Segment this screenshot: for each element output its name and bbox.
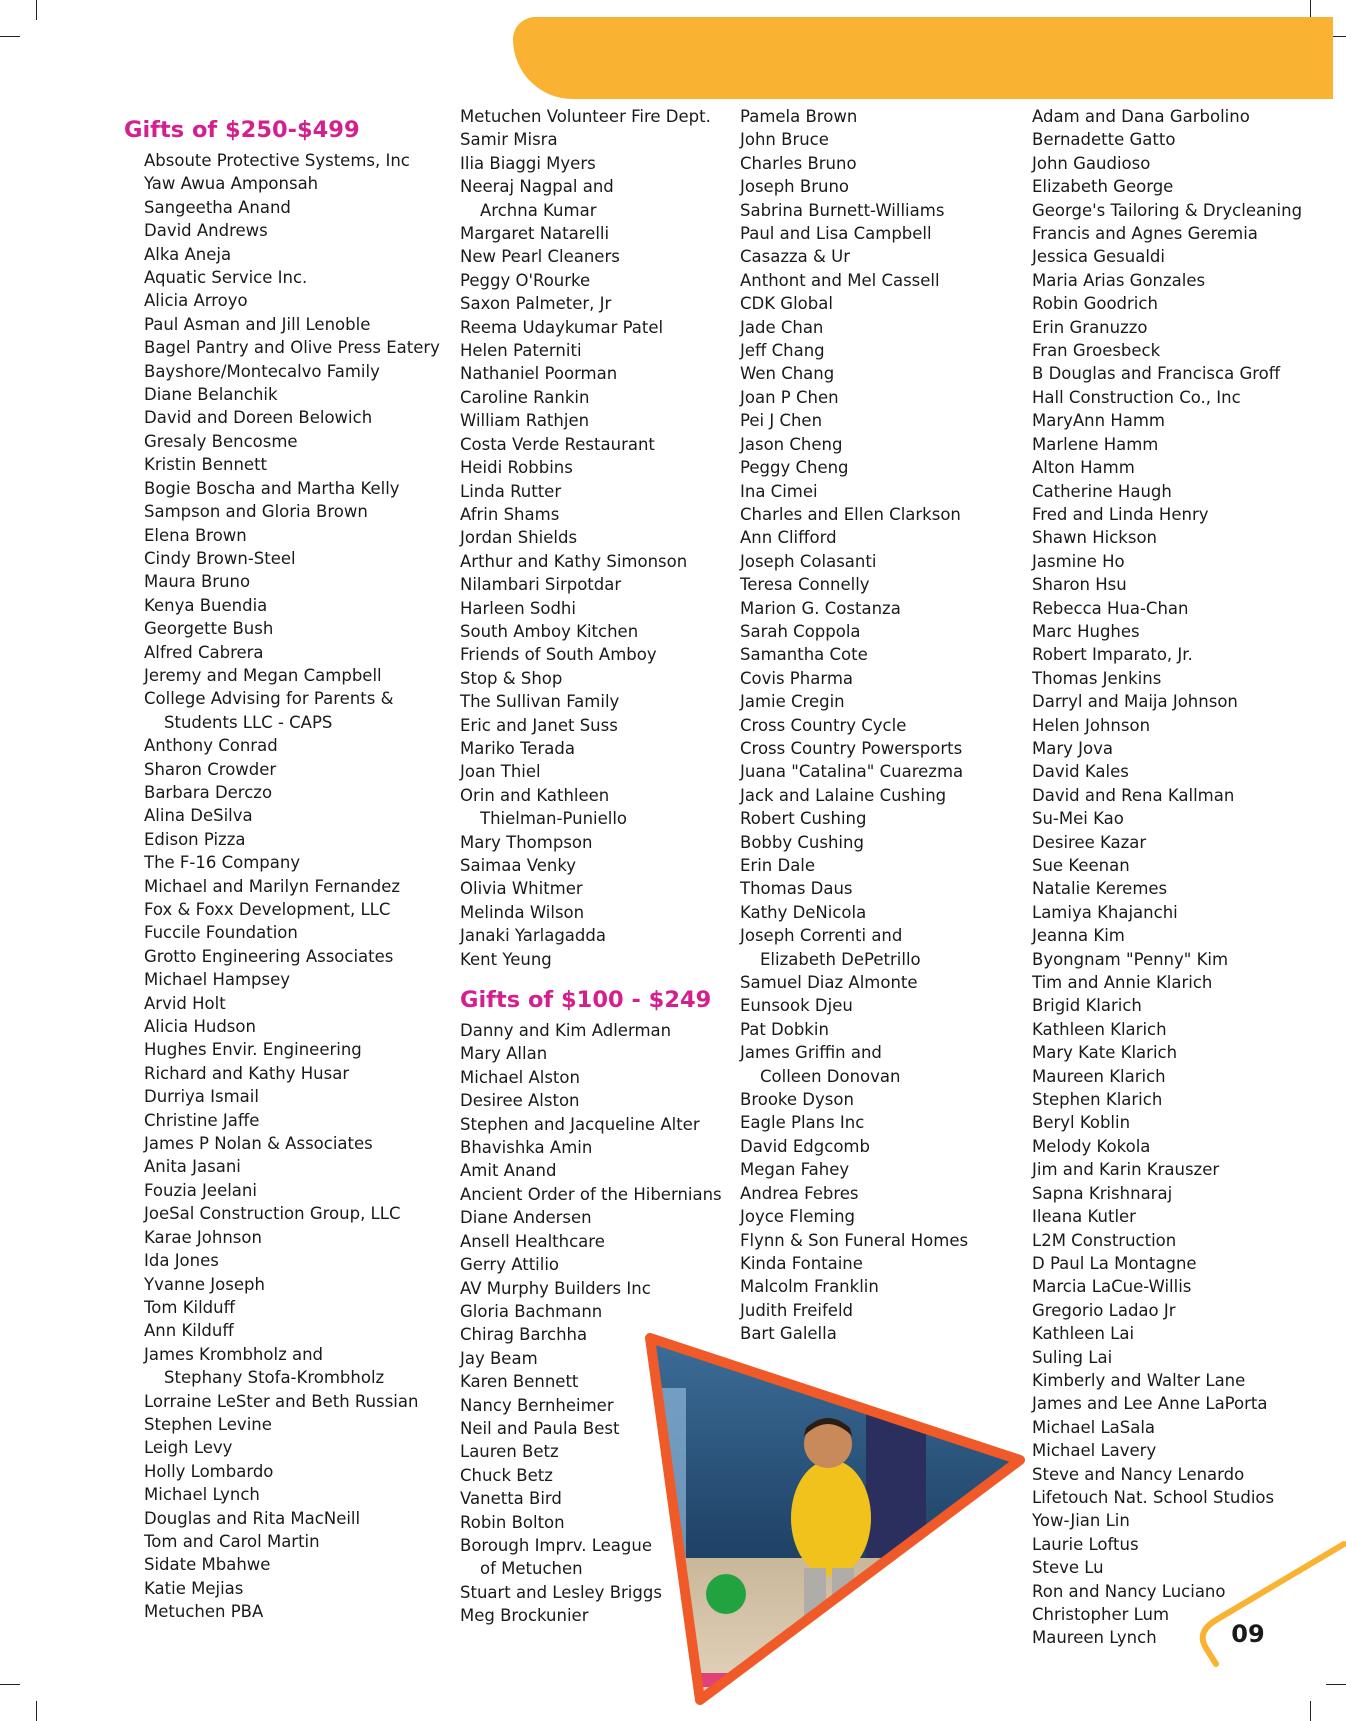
donor-name: Aquatic Service Inc. [144,268,308,288]
donor-name: Fouzia Jeelani [144,1180,257,1200]
donor-name: Casazza & Ur [740,247,850,267]
donor-name: Eric and Janet Suss [460,715,618,735]
donor-name: Holly Lombardo [144,1461,274,1481]
donor-list [740,105,968,1346]
donor-name: Lifetouch Nat. School Studios [1032,1487,1275,1507]
donor-name: Jeremy and Megan Campbell [144,665,382,685]
donor-name: Sidate Mbahwe [144,1555,271,1575]
donor-name: David Edgcomb [740,1136,870,1156]
donor-name: Olivia Whitmer [460,879,583,899]
donor-name: Byongnam "Penny" Kim [1032,949,1229,969]
donor-name: Pamela Brown [740,107,858,126]
donor-name: Alicia Arroyo [144,291,248,311]
donor-name: Cindy Brown-Steel [144,548,296,568]
crop-mark [36,0,37,20]
donor-name: Megan Fahey [740,1160,850,1180]
donor-name: Ida Jones [144,1251,219,1271]
donor-name: Robin Bolton [460,1512,565,1532]
donor-name: Diane Belanchik [144,385,278,405]
donor-name: Harleen Sodhi [460,598,576,618]
donor-name: Bart Galella [740,1324,837,1344]
donor-name: Tom Kilduff [144,1297,235,1317]
donor-name: Chirag Barchha [460,1325,588,1345]
crop-mark [1326,1684,1346,1685]
donor-name: Mary Allan [460,1044,548,1064]
donor-name: Kinda Fontaine [740,1253,863,1273]
donor-name: Michael Alston [460,1067,580,1087]
donor-name: Kristin Bennett [144,455,268,475]
donor-name: Meg Brockunier [460,1606,589,1626]
donor-name: Suling Lai [1032,1347,1113,1367]
donor-name: Cross Country Powersports [740,738,963,758]
donor-name: Bayshore/Montecalvo Family [144,361,380,381]
donor-name: Yow-Jian Lin [1032,1511,1130,1531]
donor-name: Joseph Correnti and [740,926,903,946]
donor-name: Elena Brown [144,525,247,545]
donor-list [144,149,440,1624]
donor-name: Alina DeSilva [144,806,253,826]
donor-name: Gresaly Bencosme [144,431,298,451]
donor-name: Sharon Crowder [144,759,277,779]
donor-name: Elizabeth DePetrillo [760,949,921,969]
donor-name: Jay Beam [460,1348,538,1368]
donor-name: Afrin Shams [460,504,560,524]
donor-name: Lauren Betz [460,1442,559,1462]
donor-name: Stephen Levine [144,1414,272,1434]
donor-name: Charles and Ellen Clarkson [740,504,961,524]
donor-name: Lamiya Khajanchi [1032,902,1178,922]
donor-name: Kathy DeNicola [740,902,867,922]
header-banner [513,17,1333,99]
donor-name: Marlene Hamm [1032,434,1159,454]
donor-name: Judith Freifeld [740,1300,854,1320]
donor-name: Christopher Lum [1032,1605,1170,1624]
donor-name: Robin Goodrich [1032,294,1158,314]
donor-name: Hughes Envir. Engineering [144,1040,362,1060]
donor-name: Fox & Foxx Development, LLC [144,900,391,919]
donor-name: Kathleen Lai [1032,1324,1135,1344]
donor-name: Kent Yeung [460,949,552,969]
donor-name: Kenya Buendia [144,595,268,615]
donor-name: Stuart and Lesley Briggs [460,1582,662,1602]
donor-name: Covis Pharma [740,668,854,688]
section-heading: Gifts of $100 - $249 [460,987,712,1014]
donor-name: Stephany Stofa-Krombholz [164,1368,385,1388]
donor-column-1 [124,115,440,1624]
donor-name: Pat Dobkin [740,1019,829,1039]
donor-name: Jack and Lalaine Cushing [740,785,947,805]
donor-name: Malcolm Franklin [740,1277,879,1297]
donor-name: John Bruce [740,130,829,150]
crop-mark [0,36,20,37]
donor-name: Shawn Hickson [1032,528,1158,548]
donor-name: Maura Bruno [144,572,251,592]
donor-name: Neeraj Nagpal and [460,177,614,197]
donor-name: Steve Lu [1032,1558,1104,1578]
donor-name: Danny and Kim Adlerman [460,1021,672,1041]
donor-name: D Paul La Montagne [1032,1253,1197,1273]
donor-name: Anita Jasani [144,1157,241,1177]
donor-name: Jeanna Kim [1032,926,1125,946]
donor-name: Michael and Marilyn Fernandez [144,876,401,896]
donor-name: Ann Clifford [740,528,837,548]
donor-name: Desiree Kazar [1032,832,1147,852]
corner-decoration-icon [1176,1540,1346,1670]
donor-column-3 [740,105,968,1346]
donor-name: Jason Cheng [740,434,843,454]
donor-name: Fred and Linda Henry [1032,504,1209,524]
donor-name: Ancient Order of the Hibernians [460,1184,722,1204]
donor-name: Thomas Jenkins [1032,668,1162,688]
donor-name: Robert Imparato, Jr. [1032,645,1193,665]
donor-name: Wen Chang [740,364,835,384]
donor-name: Diane Andersen [460,1208,592,1228]
donor-name: Eagle Plans Inc [740,1113,865,1133]
donor-name: Absoute Protective Systems, Inc [144,151,410,170]
donor-name: Amit Anand [460,1161,557,1181]
donor-name: Kimberly and Walter Lane [1032,1370,1246,1390]
donor-name: Mary Thompson [460,832,593,852]
donor-name: Peggy O'Rourke [460,270,591,290]
donor-name: Joan Thiel [460,762,541,782]
page-number: 09 [1231,1620,1265,1648]
donor-name: Sapna Krishnaraj [1032,1183,1173,1203]
donor-name: John Gaudioso [1032,153,1151,173]
donor-name: Ann Kilduff [144,1321,234,1341]
donor-name: James P Nolan & Associates [144,1134,373,1154]
donor-name: Ina Cimei [740,481,818,501]
donor-name: Michael Lavery [1032,1441,1157,1461]
donor-name: Thielman-Puniello [480,809,628,829]
donor-name: Richard and Kathy Husar [144,1063,350,1083]
donor-name: Helen Johnson [1032,715,1151,735]
donor-name: Bernadette Gatto [1032,130,1176,150]
donor-name: Alton Hamm [1032,458,1135,478]
donor-name: Arvid Holt [144,993,226,1013]
donor-name: Bhavishka Amin [460,1138,593,1158]
donor-name: James Griffin and [740,1043,882,1063]
donor-name: Maria Arias Gonzales [1032,270,1206,290]
donor-name: Saimaa Venky [460,856,577,875]
donor-name: Orin and Kathleen [460,785,610,805]
donor-name: Robert Cushing [740,809,867,829]
donor-name: Paul Asman and Jill Lenoble [144,314,371,334]
donor-name: Heidi Robbins [460,458,573,478]
donor-name: Douglas and Rita MacNeill [144,1508,361,1528]
section-gap [460,971,722,985]
donor-name: Steve and Nancy Lenardo [1032,1464,1245,1484]
donor-name: Joseph Colasanti [740,551,877,571]
donor-name: Juana "Catalina" Cuarezma [740,762,964,782]
donor-name: Nathaniel Poorman [460,364,618,384]
donor-name: of Metuchen [480,1559,583,1579]
donor-name: Grotto Engineering Associates [144,946,394,966]
donor-name: Leigh Levy [144,1438,233,1458]
donor-name: Karen Bennett [460,1372,579,1392]
donor-name: Gloria Bachmann [460,1301,603,1321]
donor-name: Joseph Bruno [740,177,849,197]
donor-name: Nilambari Sirpotdar [460,575,622,595]
donor-name: The F-16 Company [144,853,301,873]
donor-name: Metuchen Volunteer Fire Dept. [460,107,711,126]
donor-name: Andrea Febres [740,1183,859,1203]
donor-name: David and Rena Kallman [1032,785,1235,805]
donor-name: MaryAnn Hamm [1032,411,1166,431]
donor-name: Francis and Agnes Geremia [1032,224,1258,244]
donor-name: B Douglas and Francisca Groff [1032,364,1281,384]
donor-name: Janaki Yarlagadda [460,926,606,946]
donor-name: Stephen Klarich [1032,1090,1163,1110]
donor-name: Joyce Fleming [740,1207,856,1227]
donor-name: Maureen Klarich [1032,1066,1166,1086]
donor-name: Yvanne Joseph [144,1274,265,1294]
donor-name: Charles Bruno [740,153,857,173]
donor-name: Ilia Biaggi Myers [460,153,596,173]
donor-name: Marion G. Costanza [740,598,901,618]
donor-name: James and Lee Anne LaPorta [1032,1394,1268,1414]
donor-name: Anthont and Mel Cassell [740,270,940,290]
donor-name: L2M Construction [1032,1230,1177,1250]
donor-name: Laurie Loftus [1032,1534,1139,1554]
donor-name: Jasmine Ho [1032,551,1125,571]
crop-mark [0,1684,20,1685]
donor-name: George's Tailoring & Drycleaning [1032,200,1303,220]
donor-name: Alka Aneja [144,244,232,264]
donor-name: Erin Granuzzo [1032,317,1148,337]
donor-name: Melinda Wilson [460,902,585,922]
donor-list [460,105,722,971]
donor-name: Marc Hughes [1032,621,1140,641]
donor-name: Michael Lynch [144,1485,260,1505]
donor-name: Teresa Connelly [740,575,870,595]
donor-name: Gregorio Ladao Jr [1032,1300,1176,1320]
donor-name: James Krombholz and [144,1344,324,1364]
donor-name: Alfred Cabrera [144,642,264,662]
donor-name: Hall Construction Co., Inc [1032,387,1241,407]
donor-name: Su-Mei Kao [1032,809,1124,829]
donor-name: Bogie Boscha and Martha Kelly [144,478,400,498]
donor-name: Beryl Koblin [1032,1113,1131,1133]
donor-name: Sangeetha Anand [144,197,291,217]
donor-column-4 [1032,105,1302,1650]
donor-name: Marcia LaCue-Willis [1032,1277,1192,1297]
donor-name: Mariko Terada [460,738,575,758]
donor-name: David and Doreen Belowich [144,408,373,428]
donor-name: Michael Hampsey [144,970,291,990]
donor-name: Sharon Hsu [1032,575,1127,595]
donor-name: Bagel Pantry and Olive Press Eatery [144,338,440,358]
donor-name: Saxon Palmeter, Jr [460,294,612,314]
donor-name: Margaret Natarelli [460,224,610,244]
donor-name: Mary Kate Klarich [1032,1043,1178,1063]
donor-name: Fran Groesbeck [1032,341,1161,361]
donor-name: JoeSal Construction Group, LLC [144,1204,401,1224]
donor-name: Ansell Healthcare [460,1231,605,1251]
donor-name: Vanetta Bird [460,1489,562,1509]
donor-name: Melody Kokola [1032,1136,1151,1156]
donor-name: Brooke Dyson [740,1090,854,1110]
donor-name: Chuck Betz [460,1465,553,1485]
donor-name: Michael LaSala [1032,1417,1156,1437]
donor-name: Brigid Klarich [1032,996,1142,1016]
donor-name: Reema Udaykumar Patel [460,317,664,337]
donor-name: David Andrews [144,221,268,241]
donor-name: Samuel Diaz Almonte [740,973,918,993]
donor-name: Catherine Haugh [1032,481,1172,501]
donor-name: Darryl and Maija Johnson [1032,692,1238,712]
donor-list [1032,105,1302,1650]
donor-name: Barbara Derczo [144,782,273,802]
donor-name: Katie Mejias [144,1578,244,1598]
donor-name: Metuchen PBA [144,1602,264,1622]
donor-name: Stephen and Jacqueline Alter [460,1114,700,1134]
donor-name: Caroline Rankin [460,387,590,407]
donor-name: Flynn & Son Funeral Homes [740,1230,969,1250]
donor-name: Ileana Kutler [1032,1207,1136,1227]
donor-name: Students LLC - CAPS [164,712,333,732]
donor-name: Eunsook Djeu [740,996,853,1016]
donor-name: Thomas Daus [740,879,853,899]
donor-name: Elizabeth George [1032,177,1174,197]
donor-name: Nancy Bernheimer [460,1395,614,1415]
donor-name: Sabrina Burnett-Williams [740,200,945,220]
donor-name: David Kales [1032,762,1129,782]
donor-name: Natalie Keremes [1032,879,1168,899]
donor-name: CDK Global [740,294,833,314]
donor-name: Alicia Hudson [144,1017,256,1037]
crop-mark [36,1701,37,1721]
donor-name: Borough Imprv. League [460,1535,652,1555]
donor-name: Christine Jaffe [144,1110,260,1130]
section-heading: Gifts of $250-$499 [124,117,360,143]
donor-name: Jordan Shields [460,528,578,548]
donor-name: Sampson and Gloria Brown [144,502,368,522]
donor-name: Rebecca Hua-Chan [1032,598,1189,618]
donor-name: Gerry Attilio [460,1255,560,1275]
crop-mark [1310,1701,1311,1721]
donor-name: Linda Rutter [460,481,562,501]
donor-name: Durriya Ismail [144,1087,259,1107]
donor-name: The Sullivan Family [460,692,620,712]
donor-name: Tom and Carol Martin [144,1531,320,1551]
donor-name: Paul and Lisa Campbell [740,224,932,244]
donor-name: Anthony Conrad [144,736,278,756]
donor-name: Jim and Karin Krauszer [1032,1160,1220,1180]
donor-name: Jamie Cregin [740,692,845,712]
donor-name: Ron and Nancy Luciano [1032,1581,1226,1601]
donor-name: South Amboy Kitchen [460,621,639,641]
donor-name: Bobby Cushing [740,832,864,852]
donor-name: Kathleen Klarich [1032,1019,1167,1039]
donor-name: Erin Dale [740,856,816,875]
donor-name: Yaw Awua Amponsah [144,174,319,194]
donor-name: Archna Kumar [480,200,597,220]
donor-name: Desiree Alston [460,1091,580,1111]
donor-name: Jeff Chang [740,341,825,361]
donor-name: New Pearl Cleaners [460,247,620,267]
donor-name: Fuccile Foundation [144,923,298,943]
donor-name: Sarah Coppola [740,621,861,641]
donor-name: Stop & Shop [460,668,563,688]
donor-name: Arthur and Kathy Simonson [460,551,688,571]
donor-name: Joan P Chen [740,387,839,407]
donor-name: Colleen Donovan [760,1066,901,1086]
donor-name: Samantha Cote [740,645,868,665]
donor-name: Friends of South Amboy [460,645,657,665]
donor-name: Peggy Cheng [740,458,849,478]
donor-name: Maureen Lynch [1032,1628,1157,1648]
donor-name: Edison Pizza [144,829,246,849]
donor-name: AV Murphy Builders Inc [460,1278,651,1298]
donor-name: Neil and Paula Best [460,1418,620,1438]
donor-name: Jade Chan [740,317,824,337]
donor-name: Helen Paterniti [460,341,582,361]
donor-name: Jessica Gesualdi [1032,247,1165,267]
donor-name: College Advising for Parents & [144,689,394,709]
donor-name: Tim and Annie Klarich [1032,973,1213,993]
donor-name: Karae Johnson [144,1227,262,1247]
donor-name: Adam and Dana Garbolino [1032,107,1250,126]
donor-name: Samir Misra [460,130,558,150]
donor-name: Pei J Chen [740,411,823,431]
donor-name: Cross Country Cycle [740,715,907,735]
donor-name: Mary Jova [1032,738,1113,758]
donor-name: Costa Verde Restaurant [460,434,655,454]
donor-name: Lorraine LeSter and Beth Russian [144,1391,419,1411]
donor-name: Sue Keenan [1032,856,1130,875]
donor-name: William Rathjen [460,411,590,431]
child-photo [636,1328,1028,1708]
donor-name: Georgette Bush [144,619,274,639]
